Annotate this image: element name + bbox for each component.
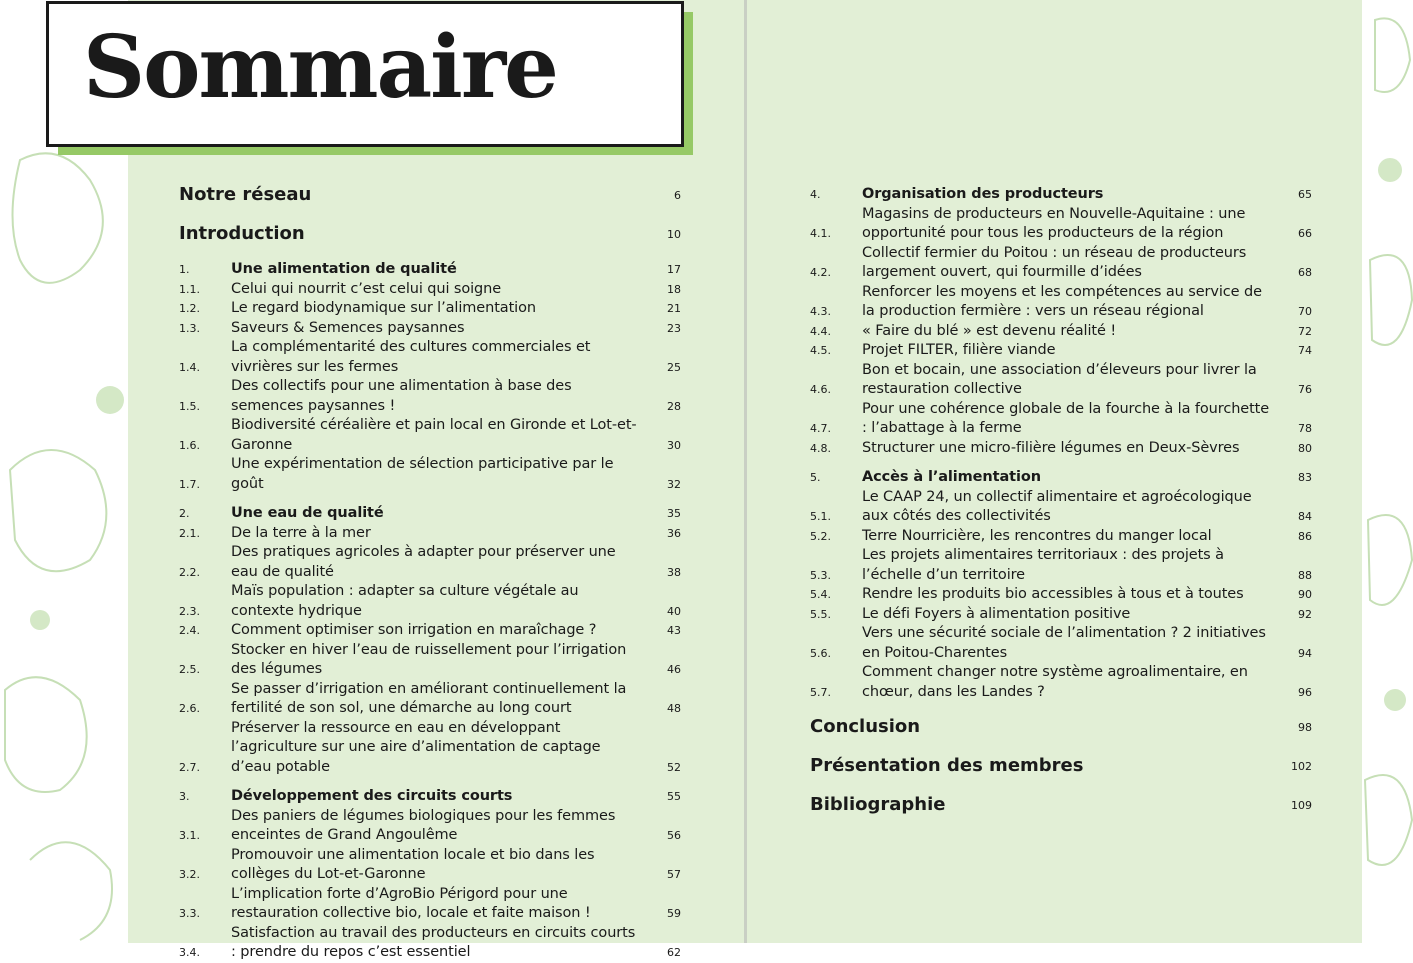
toc-entry[interactable] bbox=[179, 455, 681, 494]
toc-entry-title: Le défi Foyers à alimentation positive bbox=[862, 605, 1131, 622]
toc-entry-title: Introduction bbox=[179, 223, 305, 244]
toc-entry-page: 32 bbox=[667, 477, 681, 491]
toc-entry-title: Structurer une micro-filière légumes en Deux-Sèvres bbox=[862, 439, 1240, 456]
toc-entry-title: Pour une cohérence globale de la fourche à la fourchette : l’abattage à la ferme bbox=[862, 400, 1270, 436]
toc-entry-page: 62 bbox=[667, 946, 681, 959]
toc-entry-number: 1. bbox=[179, 263, 190, 276]
toc-entry-number: 2.2. bbox=[179, 565, 200, 579]
toc-entry-number: 2.3. bbox=[179, 604, 200, 618]
toc-entry[interactable] bbox=[810, 244, 1312, 283]
toc-entry-title: Le CAAP 24, un collectif alimentaire et agroécologique aux côtés des collectivités bbox=[862, 488, 1252, 524]
toc-entry[interactable] bbox=[179, 885, 681, 924]
toc-entry-page: 55 bbox=[667, 790, 681, 803]
toc-entry-page: 68 bbox=[1298, 266, 1312, 279]
toc-entry-number: 5.7. bbox=[810, 685, 831, 699]
toc-entry[interactable] bbox=[810, 205, 1312, 244]
toc-entry-title: Satisfaction au travail des producteurs en circuits courts : prendre du repos c’est essentiel bbox=[231, 924, 636, 960]
toc-entry-number: 5. bbox=[810, 471, 821, 484]
toc-entry-page: 65 bbox=[1298, 188, 1312, 201]
toc-entry-number: 2.4. bbox=[179, 624, 200, 637]
toc-entry-page: 94 bbox=[1298, 646, 1312, 660]
toc-right-column bbox=[810, 185, 1312, 831]
toc-entry-page: 36 bbox=[667, 526, 681, 540]
toc-entry-page: 109 bbox=[1291, 799, 1312, 812]
toc-entry[interactable] bbox=[179, 524, 681, 544]
toc-entry-title: Se passer d’irrigation en améliorant continuellement la fertilité de son sol, une démarche au long court bbox=[231, 680, 627, 716]
toc-entry-page: 25 bbox=[667, 360, 681, 374]
toc-chapter-entry[interactable] bbox=[179, 787, 681, 807]
toc-entry[interactable] bbox=[810, 322, 1312, 342]
toc-entry-page: 23 bbox=[667, 321, 681, 335]
toc-entry-title: Organisation des producteurs bbox=[862, 186, 1104, 202]
toc-entry-page: 92 bbox=[1298, 607, 1312, 621]
toc-entry-title: Promouvoir une alimentation locale et bio dans les collèges du Lot-et-Garonne bbox=[231, 846, 595, 882]
toc-entry-number: 1.3. bbox=[179, 321, 200, 335]
toc-entry-title: Bon et bocain, une association d’éleveurs pour livrer la restauration collective bbox=[862, 361, 1257, 397]
toc-part-entry[interactable] bbox=[179, 221, 681, 247]
toc-entry-number: 5.4. bbox=[810, 588, 831, 601]
toc-entry-page: 72 bbox=[1298, 324, 1312, 338]
toc-entry-page: 46 bbox=[667, 663, 681, 676]
toc-entry-page: 70 bbox=[1298, 305, 1312, 318]
toc-entry-title: Accès à l’alimentation bbox=[862, 469, 1041, 485]
toc-entry-page: 38 bbox=[667, 565, 681, 579]
toc-entry-number: 5.1. bbox=[810, 510, 831, 523]
toc-entry-title: Comment optimiser son irrigation en maraîchage ? bbox=[231, 622, 597, 638]
toc-entry-page: 86 bbox=[1298, 529, 1312, 543]
toc-entry-page: 6 bbox=[674, 189, 681, 202]
toc-entry-page: 17 bbox=[667, 263, 681, 276]
toc-entry-page: 78 bbox=[1298, 422, 1312, 435]
toc-entry-page: 52 bbox=[667, 760, 681, 774]
toc-entry[interactable] bbox=[810, 527, 1312, 547]
toc-entry-title: Saveurs & Semences paysannes bbox=[231, 319, 465, 336]
toc-entry[interactable] bbox=[810, 439, 1312, 459]
toc-entry-page: 21 bbox=[667, 302, 681, 315]
toc-entry[interactable] bbox=[179, 846, 681, 885]
toc-entry-title: Projet FILTER, filière viande bbox=[862, 342, 1056, 358]
toc-entry-number: 4.1. bbox=[810, 227, 831, 240]
toc-entry[interactable] bbox=[179, 924, 681, 963]
toc-entry-title: Comment changer notre système agroalimentaire, en chœur, dans les Landes ? bbox=[862, 664, 1248, 700]
toc-entry-title: « Faire du blé » est devenu réalité ! bbox=[862, 322, 1117, 339]
toc-entry-page: 80 bbox=[1298, 441, 1312, 455]
toc-entry-title: Les projets alimentaires territoriaux : des projets à l’échelle d’un territoire bbox=[862, 547, 1224, 583]
toc-entry-number: 5.5. bbox=[810, 607, 831, 621]
toc-entry-number: 3.3. bbox=[179, 907, 200, 920]
toc-entry[interactable] bbox=[179, 280, 681, 300]
toc-entry[interactable] bbox=[810, 400, 1312, 439]
toc-entry-title: Le regard biodynamique sur l’alimentation bbox=[231, 300, 536, 316]
toc-entry-number: 3.4. bbox=[179, 946, 200, 959]
toc-entry-page: 10 bbox=[667, 228, 681, 241]
toc-entry-title: Bibliographie bbox=[810, 794, 946, 815]
toc-entry-title: Stocker en hiver l’eau de ruissellement pour l’irrigation des légumes bbox=[231, 641, 627, 677]
toc-entry-number: 2.7. bbox=[179, 760, 200, 774]
toc-left-column bbox=[179, 182, 681, 963]
toc-entry-page: 30 bbox=[667, 438, 681, 452]
toc-entry[interactable] bbox=[810, 283, 1312, 322]
toc-entry-title: La complémentarité des cultures commerciales et vivrières sur les fermes bbox=[231, 339, 591, 375]
toc-entry-title: Maïs population : adapter sa culture végétale au contexte hydrique bbox=[231, 583, 579, 619]
toc-entry[interactable] bbox=[179, 719, 681, 778]
toc-entry[interactable] bbox=[179, 299, 681, 319]
toc-entry-page: 40 bbox=[667, 604, 681, 618]
toc-entry-number: 1.6. bbox=[179, 438, 200, 452]
toc-chapter-entry[interactable] bbox=[810, 185, 1312, 205]
toc-entry-title: Conclusion bbox=[810, 716, 921, 737]
toc-entry-page: 18 bbox=[667, 282, 681, 296]
toc-entry-page: 84 bbox=[1298, 510, 1312, 523]
toc-entry-number: 1.7. bbox=[179, 477, 200, 491]
toc-entry-title: Une expérimentation de sélection participative par le goût bbox=[231, 456, 614, 492]
toc-entry[interactable] bbox=[810, 488, 1312, 527]
toc-entry[interactable] bbox=[179, 641, 681, 680]
toc-entry-page: 57 bbox=[667, 868, 681, 881]
toc-entry-title: Préserver la ressource en eau en développant l’agriculture sur une aire d’alimentation de captage d’eau potable bbox=[231, 719, 601, 775]
toc-part-entry[interactable] bbox=[810, 714, 1312, 740]
toc-entry-number: 1.1. bbox=[179, 282, 200, 296]
toc-entry-number: 1.5. bbox=[179, 399, 200, 413]
toc-entry[interactable] bbox=[179, 582, 681, 621]
toc-entry-title: Celui qui nourrit c’est celui qui soigne bbox=[231, 280, 502, 297]
toc-entry-title: Rendre les produits bio accessibles à tous et à toutes bbox=[862, 586, 1244, 602]
toc-entry-page: 28 bbox=[667, 399, 681, 413]
toc-entry-title: Une alimentation de qualité bbox=[231, 261, 457, 277]
toc-entry-number: 4. bbox=[810, 188, 821, 201]
toc-entry-number: 4.2. bbox=[810, 266, 831, 279]
toc-entry-number: 2.5. bbox=[179, 663, 200, 676]
toc-entry-title: Biodiversité céréalière et pain local en Gironde et Lot-et-Garonne bbox=[231, 417, 637, 453]
toc-entry-title: Notre réseau bbox=[179, 184, 312, 205]
toc-part-entry[interactable] bbox=[179, 182, 681, 208]
toc-entry-page: 90 bbox=[1298, 588, 1312, 601]
toc-entry-title: De la terre à la mer bbox=[231, 524, 371, 541]
toc-part-entry[interactable] bbox=[810, 792, 1312, 818]
toc-entry[interactable] bbox=[179, 338, 681, 377]
toc-entry-number: 2.1. bbox=[179, 526, 200, 540]
toc-entry[interactable] bbox=[810, 361, 1312, 400]
toc-entry-number: 4.5. bbox=[810, 344, 831, 357]
toc-part-entry[interactable] bbox=[810, 753, 1312, 779]
toc-entry[interactable] bbox=[810, 624, 1312, 663]
toc-entry-page: 35 bbox=[667, 507, 681, 520]
toc-entry[interactable] bbox=[179, 416, 681, 455]
toc-entry[interactable] bbox=[810, 663, 1312, 702]
toc-entry-title: Présentation des membres bbox=[810, 755, 1084, 776]
toc-entry-title: Des collectifs pour une alimentation à base des semences paysannes ! bbox=[231, 378, 572, 414]
toc-entry-number: 1.2. bbox=[179, 302, 200, 315]
toc-entry-title: Collectif fermier du Poitou : un réseau de producteurs largement ouvert, qui fourmille d’idées bbox=[862, 244, 1247, 280]
toc-entry-page: 59 bbox=[667, 907, 681, 920]
toc-entry-page: 88 bbox=[1298, 568, 1312, 582]
title-box bbox=[46, 1, 684, 147]
toc-chapter-entry[interactable] bbox=[179, 504, 681, 524]
toc-entry-title: Magasins de producteurs en Nouvelle-Aquitaine : une opportunité pour tous les producteurs de la région bbox=[862, 205, 1246, 241]
toc-entry-number: 4.7. bbox=[810, 422, 831, 435]
toc-entry[interactable] bbox=[810, 341, 1312, 361]
toc-entry-number: 4.3. bbox=[810, 305, 831, 318]
toc-entry[interactable] bbox=[179, 680, 681, 719]
toc-chapter-entry[interactable] bbox=[810, 468, 1312, 488]
toc-entry-page: 48 bbox=[667, 702, 681, 715]
toc-entry-page: 74 bbox=[1298, 344, 1312, 357]
toc-entry-number: 4.4. bbox=[810, 324, 831, 338]
toc-entry-number: 4.8. bbox=[810, 441, 831, 455]
toc-entry-number: 3. bbox=[179, 790, 190, 803]
toc-entry-number: 5.3. bbox=[810, 568, 831, 582]
page-title: Sommaire bbox=[83, 17, 557, 118]
toc-entry-page: 98 bbox=[1298, 721, 1312, 734]
toc-entry-page: 66 bbox=[1298, 227, 1312, 240]
toc-entry[interactable] bbox=[179, 621, 681, 641]
toc-entry-number: 5.6. bbox=[810, 646, 831, 660]
toc-entry-number: 4.6. bbox=[810, 383, 831, 396]
toc-entry-title: Vers une sécurité sociale de l’alimentation ? 2 initiatives en Poitou-Charentes bbox=[862, 625, 1266, 661]
toc-entry[interactable] bbox=[179, 319, 681, 339]
toc-chapter-entry[interactable] bbox=[179, 260, 681, 280]
toc-entry-number: 2.6. bbox=[179, 702, 200, 715]
toc-entry-page: 102 bbox=[1291, 760, 1312, 773]
toc-entry-page: 83 bbox=[1298, 471, 1312, 484]
toc-entry-number: 2. bbox=[179, 507, 190, 520]
toc-entry-title: Renforcer les moyens et les compétences au service de la production fermière : vers un réseau régional bbox=[862, 283, 1262, 319]
toc-entry[interactable] bbox=[179, 377, 681, 416]
toc-entry[interactable] bbox=[810, 546, 1312, 585]
toc-entry-number: 3.1. bbox=[179, 829, 200, 842]
toc-entry[interactable] bbox=[810, 585, 1312, 605]
toc-entry-title: Des paniers de légumes biologiques pour les femmes enceintes de Grand Angoulême bbox=[231, 807, 616, 843]
toc-entry-page: 96 bbox=[1298, 685, 1312, 699]
toc-entry-title: Terre Nourricière, les rencontres du manger local bbox=[862, 527, 1212, 544]
toc-entry[interactable] bbox=[179, 543, 681, 582]
page-spine bbox=[744, 0, 747, 943]
toc-entry[interactable] bbox=[810, 605, 1312, 625]
toc-entry-page: 43 bbox=[667, 624, 681, 637]
toc-entry[interactable] bbox=[179, 807, 681, 846]
toc-entry-title: Développement des circuits courts bbox=[231, 788, 513, 804]
toc-entry-page: 76 bbox=[1298, 383, 1312, 396]
toc-entry-number: 1.4. bbox=[179, 360, 200, 374]
toc-entry-title: Une eau de qualité bbox=[231, 505, 384, 521]
toc-entry-title: L’implication forte d’AgroBio Périgord pour une restauration collective bio, locale et faite maison ! bbox=[231, 885, 591, 921]
toc-entry-title: Des pratiques agricoles à adapter pour préserver une eau de qualité bbox=[231, 544, 616, 580]
toc-entry-number: 5.2. bbox=[810, 529, 831, 543]
toc-entry-number: 3.2. bbox=[179, 868, 200, 881]
toc-entry-page: 56 bbox=[667, 829, 681, 842]
